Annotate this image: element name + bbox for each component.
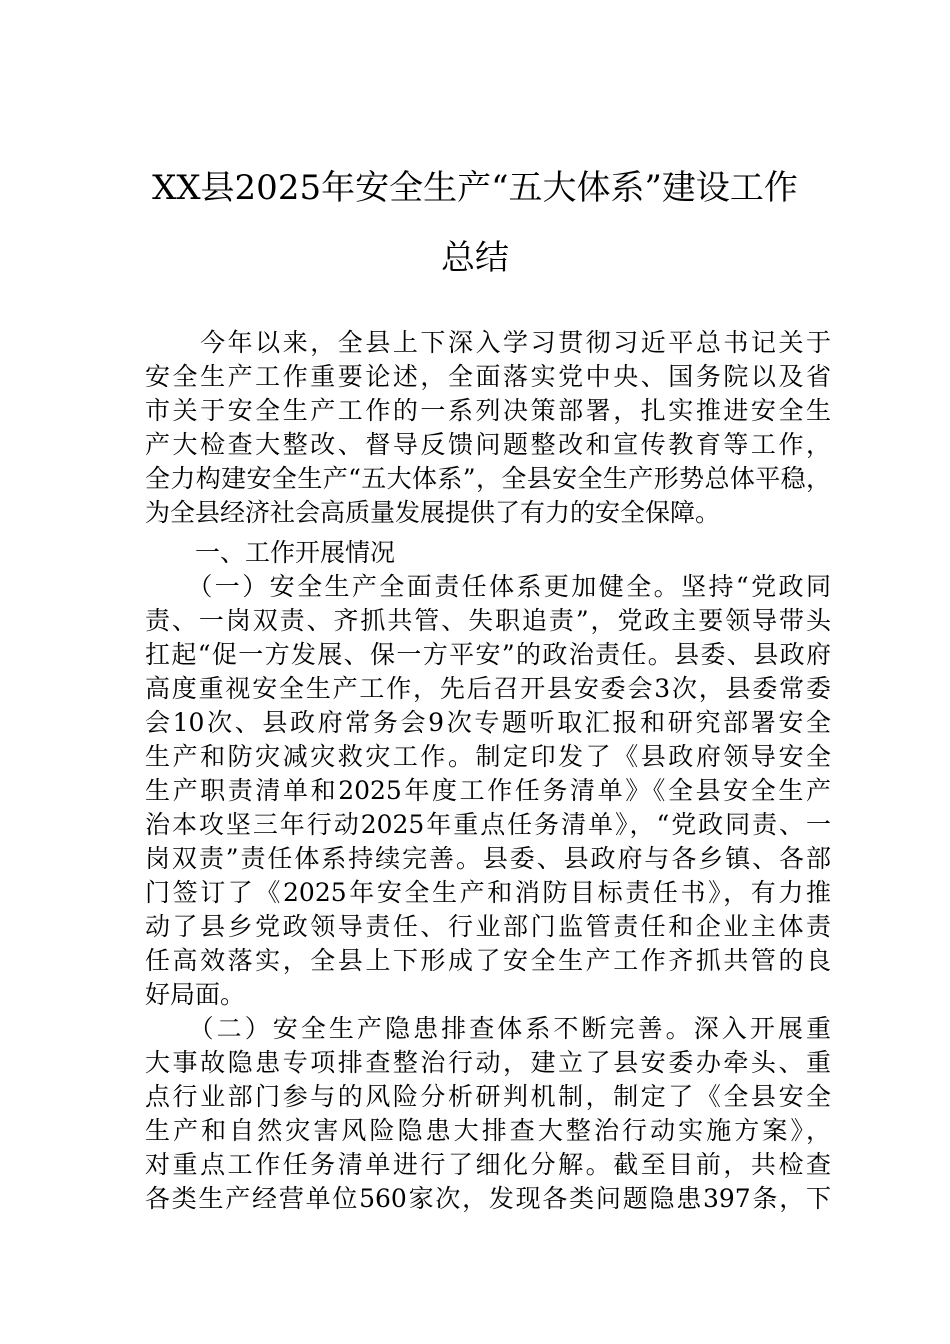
text-line: 今年以来，全县上下深入学习贯彻习近平总书记关于 — [145, 328, 831, 357]
text-line: 为全县经济社会高质量发展提供了有力的安全保障。 — [145, 498, 721, 527]
document-title-line-2: 总结 — [441, 238, 509, 278]
text-line: 安全生产工作重要论述，全面落实党中央、国务院以及省 — [145, 362, 831, 391]
text-line: 全力构建安全生产“五大体系”，全县安全生产形势总体平稳， — [145, 464, 831, 493]
text-line: 会10次、县政府常务会9次专题听取汇报和研究部署安全 — [145, 708, 831, 737]
text-line: 各类生产经营单位560家次，发现各类问题隐患397条，下 — [145, 1184, 831, 1213]
document-title-line-1: XX县2025年安全生产“五大体系”建设工作 — [152, 168, 798, 208]
paragraph — [145, 326, 831, 530]
text-line: 好局面。 — [145, 980, 246, 1009]
text-line: 大事故隐患专项排查整治行动，建立了县安委办牵头、重 — [145, 1048, 831, 1077]
document-body — [145, 326, 831, 1216]
text-line: 市关于安全生产工作的一系列决策部署，扎实推进安全生 — [145, 396, 831, 425]
text-line: 动了县乡党政领导责任、行业部门监管责任和企业主体责 — [145, 912, 831, 941]
text-line: （二）安全生产隐患排查体系不断完善。深入开展重 — [145, 1014, 831, 1043]
section-heading — [145, 536, 831, 570]
text-line: 任高效落实，全县上下形成了安全生产工作齐抓共管的良 — [145, 946, 831, 975]
text-line: 门签订了《2025年安全生产和消防目标责任书》，有力推 — [145, 878, 831, 907]
paragraph — [145, 1012, 831, 1216]
text-line: 扛起“促一方发展、保一方平安”的政治责任。县委、县政府 — [145, 640, 831, 669]
text-line: 生产职责清单和2025年度工作任务清单》《全县安全生产 — [145, 776, 831, 805]
paragraph — [145, 570, 831, 1012]
text-line: 一、工作开展情况 — [145, 538, 396, 567]
text-line: 产大检查大整改、督导反馈问题整改和宣传教育等工作， — [145, 430, 831, 459]
text-line: （一）安全生产全面责任体系更加健全。坚持“党政同 — [145, 572, 831, 601]
text-line: 点行业部门参与的风险分析研判机制，制定了《全县安全 — [145, 1082, 831, 1111]
text-line: 责、一岗双责、齐抓共管、失职追责”，党政主要领导带头 — [145, 606, 831, 635]
text-line: 高度重视安全生产工作，先后召开县安委会3次，县委常委 — [145, 674, 831, 703]
text-line: 岗双责”责任体系持续完善。县委、县政府与各乡镇、各部 — [145, 844, 831, 873]
text-line: 生产和防灾减灾救灾工作。制定印发了《县政府领导安全 — [145, 742, 831, 771]
text-line: 对重点工作任务清单进行了细化分解。截至目前，共检查 — [145, 1150, 831, 1179]
text-line: 生产和自然灾害风险隐患大排查大整治行动实施方案》， — [145, 1116, 831, 1145]
text-line: 治本攻坚三年行动2025年重点任务清单》，“党政同责、一 — [145, 810, 831, 839]
